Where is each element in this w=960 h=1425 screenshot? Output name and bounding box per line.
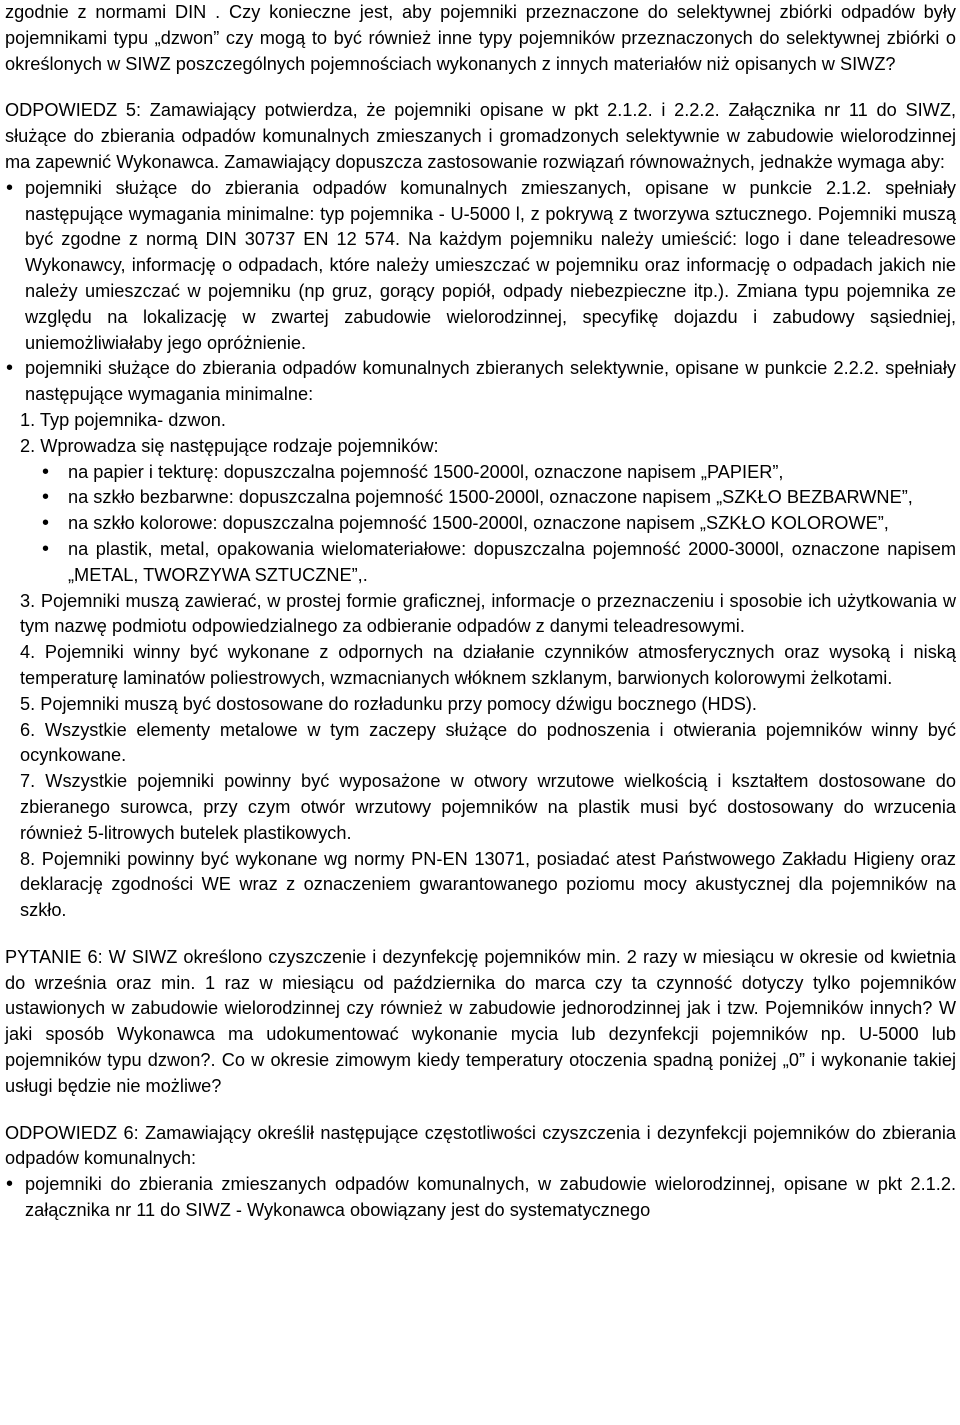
numbered-item-7: 7. Wszystkie pojemniki powinny być wyposażone w otwory wrzutowe wielkością i kształtem dostosowane do zbieranego surowca, przy czym otwór wrzutowy pojemników na plastik musi być dostosowany do wrzucenia również 5-litrowych butelek plastikowych. (20, 771, 956, 843)
bullet-text: pojemniki służące do zbierania odpadów komunalnych zbieranych selektywnie, opisane w punkcie 2.2.2. spełniały następujące wymagania minimalne: (25, 358, 956, 405)
container-type-plastic-metal: • na plastik, metal, opakowania wielomateriałowe: dopuszczalna pojemność 2000-3000l, oznaczone napisem „METAL, TWORZYWA SZTUCZNE”,. (40, 537, 956, 589)
numbered-item-6: 6. Wszystkie elementy metalowe w tym zaczepy służące do podnoszenia i otwierania pojemników winny być ocynkowane. (20, 719, 956, 766)
answer6-bullet-mixed-waste (5, 1172, 956, 1224)
numbered-item-8: 8. Pojemniki powinny być wykonane wg normy PN-EN 13071, posiadać atest Państwowego Zakładu Higieny oraz deklarację zgodności WE wraz z oznaczeniem gwarantowanego poziomu mocy akustycznej dla pojemników na szkło. (20, 848, 956, 921)
question6: PYTANIE 6: W SIWZ określono czyszczenie i dezynfekcję pojemników min. 2 razy w miesiącu w okresie od kwietnia do września oraz min. 1 raz w miesiącu od października do marca czy ta czynność dotyczy tylko pojemników ustawionych w zabudowie wielorodzinnej czy również w zabudowie jednorodzinnej jak i tzw. Pojemników innych? W jaki sposób Wykonawca ma udokumentować wykonanie mycia lub dezynfekcji pojemników np. U-5000 lub pojemników typu dzwon?. Co w okresie zimowym kiedy temperatury otoczenia spadną poniżej „0” i wykonanie takiej usługi będzie nie możliwe? (5, 946, 956, 1096)
answer6-intro: ODPOWIEDZ 6: Zamawiający określił następujące częstotliwości czyszczenia i dezynfekcji pojemników do zbierania odpadów komunalnych: (5, 1122, 956, 1169)
answer6-bullet-list (5, 1172, 956, 1224)
numbered-item-5: 5. Pojemniki muszą być dostosowane do rozładunku przy pomocy dźwigu bocznego (HDS). (20, 693, 757, 714)
numbered-item-3: 3. Pojemniki muszą zawierać, w prostej formie graficznej, informacje o przeznaczeniu i sposobie ich użytkowania w tym nazwę podmiotu odpowiedzialnego za odbieranie odpadów z danymi teleadresowymi. (20, 590, 956, 637)
spacer (5, 924, 956, 945)
answer5-bullet-list (5, 176, 956, 408)
container-type-colored-glass: • na szkło kolorowe: dopuszczalna pojemność 1500-2000l, oznaczone napisem „SZKŁO KOLOROWE”, (40, 511, 956, 537)
bullet-text: pojemniki do zbierania zmieszanych odpadów komunalnych, w zabudowie wielorodzinnej, opisane w pkt 2.1.2. załącznika nr 11 do SIWZ - Wykonawca obowiązany jest do systematycznego (25, 1174, 956, 1221)
numbered-item-2: 2. Wprowadza się następujące rodzaje pojemników: (20, 435, 439, 456)
numbered-item-4: 4. Pojemniki winny być wykonane z odpornych na działanie czynników atmosferycznych oraz wysoką i niską temperaturę laminatów poliestrowych, wzmacnianych włóknem szklanym, barwionych kolorowymi żelkotami. (20, 642, 956, 688)
question5-continuation: zgodnie z normami DIN . Czy konieczne jest, aby pojemniki przeznaczone do selektywnej zbiórki odpadów były pojemnikami typu „dzwon” czy mogą to być również inne typy pojemników przeznaczonych do selektywnej zbiórki o określonych w SIWZ poszczególnych pojemnościach wykonanych z innych materiałów niż opisanych w SIWZ? (5, 2, 956, 74)
spacer (5, 77, 956, 98)
bullet-text: pojemniki służące do zbierania odpadów komunalnych zmieszanych, opisane w punkcie 2.1.2. spełniały następujące wymagania minimalne: typ pojemnika - U-5000 l, z pokrywą z tworzywa sztucznego. Pojemniki muszą być zgodne z normą DIN 30737 EN 12 574. Na każdym pojemniku należy umieścić: logo i dane teleadresowe Wykonawcy, informację o odpadach, które należy umieszczać w pojemniku oraz informację o odpadach jakich nie należy umieszczać w pojemniku (np gruz, gorący popiół, odpady niebezpieczne itp.). Zmiana typu pojemnika ze względu na lokalizację w zwartej zabudowie wielorodzinnej, specyfikę dojazdu i zabudowy sąsiedniej, uniemożliwiałaby jego opróżnienie. (25, 177, 956, 353)
container-type-clear-glass: • na szkło bezbarwne: dopuszczalna pojemność 1500-2000l, oznaczone napisem „SZKŁO BEZBARWNE”, (40, 485, 956, 511)
answer5-bullet-selective-waste (5, 356, 956, 408)
answer5-intro: ODPOWIEDZ 5: Zamawiający potwierdza, że pojemniki opisane w pkt 2.1.2. i 2.2.2. Załącznika nr 11 do SIWZ, służące do zbierania odpadów komunalnych zmieszanych i gromadzonych selektywnie w zabudowie wielorodzinnej ma zapewnić Wykonawca. Zamawiający dopuszcza zastosowanie rozwiązań równoważnych, jednakże wymaga aby: (5, 100, 956, 172)
spacer (5, 1100, 956, 1121)
numbered-item-1: 1. Typ pojemnika- dzwon. (20, 409, 226, 430)
container-type-paper: • na papier i tekturę: dopuszczalna pojemność 1500-2000l, oznaczone napisem „PAPIER”, (40, 460, 956, 486)
container-types-list (5, 460, 956, 589)
answer5-bullet-mixed-waste (5, 176, 956, 357)
